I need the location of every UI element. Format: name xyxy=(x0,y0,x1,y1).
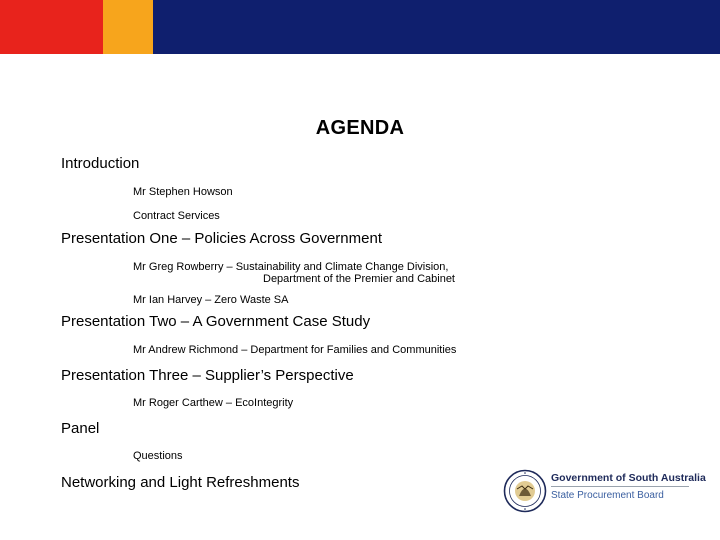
agenda-item-panel: Panel xyxy=(61,420,100,437)
header-bar-blue xyxy=(153,0,720,54)
agenda-title-text: AGENDA xyxy=(315,117,405,139)
presentation-two-speaker: Mr Andrew Richmond – Department for Families and Communities xyxy=(133,344,457,356)
presentation-one-speaker-1-cont: Department of the Premier and Cabinet xyxy=(263,273,455,285)
presentation-one-speaker-1: Mr Greg Rowberry – Sustainability and Climate Change Division, xyxy=(133,261,449,273)
logo-subtitle: State Procurement Board xyxy=(551,490,664,501)
agenda-item-presentation-three: Presentation Three – Supplier’s Perspective xyxy=(61,367,354,384)
agenda-item-presentation-one: Presentation One – Policies Across Government xyxy=(61,230,382,247)
presentation-one-speaker-2: Mr Ian Harvey – Zero Waste SA xyxy=(133,294,289,306)
introduction-speaker: Mr Stephen Howson xyxy=(133,186,233,198)
agenda-item-presentation-two: Presentation Two – A Government Case Study xyxy=(61,313,371,330)
logo-divider xyxy=(551,486,689,487)
panel-detail: Questions xyxy=(133,450,183,462)
agenda-title xyxy=(0,117,720,140)
state-badge-seal-icon xyxy=(503,469,547,513)
government-logo xyxy=(503,469,713,517)
header-color-bar xyxy=(0,0,720,54)
header-bar-red xyxy=(0,0,103,54)
presentation-three-speaker: Mr Roger Carthew – EcoIntegrity xyxy=(133,397,294,409)
logo-government-name: Government of South Australia xyxy=(551,472,706,484)
agenda-item-networking: Networking and Light Refreshments xyxy=(61,474,300,491)
agenda-item-introduction: Introduction xyxy=(61,155,140,172)
header-bar-orange xyxy=(103,0,153,54)
introduction-detail: Contract Services xyxy=(133,210,220,222)
